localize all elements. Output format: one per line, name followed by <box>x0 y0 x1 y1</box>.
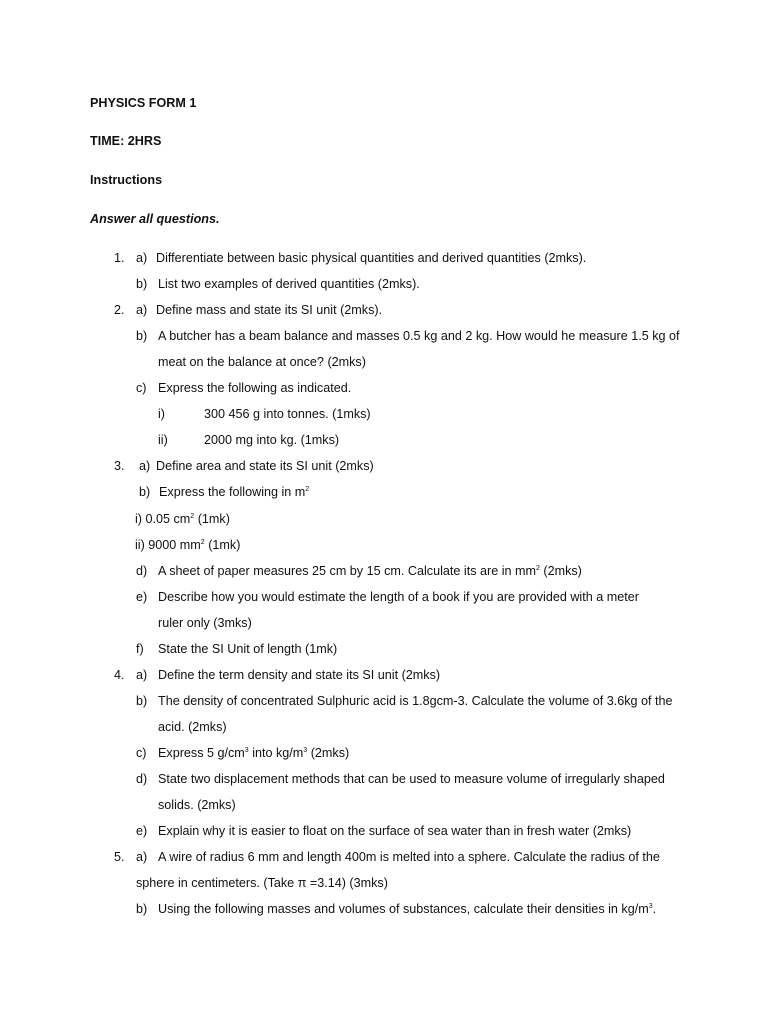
q1b-text: List two examples of derived quantities (2mks). <box>158 277 420 291</box>
q3b-text: Express the following in $m^2$ <box>159 485 310 499</box>
q4c-label: c) <box>136 746 147 760</box>
q4d-text-line1: State two displacement methods that can be used to measure volume of irregularly shaped <box>158 772 665 786</box>
q3-item-ii: ii) 9000 $mm^2$ (1mk) <box>135 538 241 552</box>
q5a-text-line2: sphere in centimeters. (Take π =3.14) (3mks) <box>136 876 388 890</box>
q5b-label: b) <box>136 902 148 916</box>
q5-number: 5. <box>114 850 125 864</box>
q4e-label: e) <box>136 824 148 838</box>
q1b-label: b) <box>136 277 148 291</box>
q4a-text: Define the term density and state its SI unit (2mks) <box>158 668 441 682</box>
q2b-label: b) <box>136 329 148 343</box>
q2b-text-line1: A butcher has a beam balance and masses 0.5 kg and 2 kg. How would he measure 1.5 kg of <box>158 329 680 343</box>
q2ci-label: i) <box>158 407 165 421</box>
q4a-label: a) <box>136 668 148 682</box>
q2c-text: Express the following as indicated. <box>158 381 352 395</box>
q1a-text: Differentiate between basic physical quantities and derived quantities (2mks). <box>156 251 587 265</box>
instructions-text: Answer all questions. <box>90 212 220 226</box>
q3f-label: f) <box>136 642 144 656</box>
q3b-label: b) <box>139 485 151 499</box>
q2a-label: a) <box>136 303 148 317</box>
q1-number: 1. <box>114 251 125 265</box>
q4e-text: Explain why it is easier to float on the surface of sea water than in fresh water (2mks) <box>158 824 632 838</box>
q5b-text: Using the following masses and volumes of substances, calculate their densities in $kg/m^3$. <box>158 902 657 916</box>
q3e-text-line2: ruler only (3mks) <box>158 616 252 630</box>
q3a-label: a) <box>139 459 151 473</box>
q3f-text: State the SI Unit of length (1mk) <box>158 642 338 656</box>
exam-time: TIME: 2HRS <box>90 134 162 148</box>
q3e-label: e) <box>136 590 148 604</box>
instructions-heading: Instructions <box>90 173 163 187</box>
q2a-text: Define mass and state its SI unit (2mks). <box>156 303 383 317</box>
q2-number: 2. <box>114 303 125 317</box>
q2ci-text: 300 456 g into tonnes. (1mks) <box>204 407 371 421</box>
q2cii-label: ii) <box>158 433 168 447</box>
q4b-text-line2: acid. (2mks) <box>158 720 227 734</box>
q3-item-i: i) 0.05 $cm^2$ (1mk) <box>135 512 230 526</box>
q3d-text: A sheet of paper measures 25 cm by 15 cm. Calculate its are in $mm^2$ (2mks) <box>158 564 582 578</box>
q4c-text: Express 5 $g/cm^3$ into $kg/m^3$ (2mks) <box>158 746 350 760</box>
q5a-text-line1: A wire of radius 6 mm and length 400m is melted into a sphere. Calculate the radius of the <box>158 850 660 864</box>
q4b-text-line1: The density of concentrated Sulphuric acid is 1.8gcm-3. Calculate the volume of 3.6kg of the <box>158 694 673 708</box>
q3a-text: Define area and state its SI unit (2mks) <box>156 459 374 473</box>
q4-number: 4. <box>114 668 125 682</box>
q2cii-text: 2000 mg into kg. (1mks) <box>204 433 340 447</box>
q2c-label: c) <box>136 381 147 395</box>
q3-number: 3. <box>114 459 125 473</box>
q4d-label: d) <box>136 772 148 786</box>
q4d-text-line2: solids. (2mks) <box>158 798 236 812</box>
q1a-label: a) <box>136 251 148 265</box>
q5a-label: a) <box>136 850 148 864</box>
q4b-label: b) <box>136 694 148 708</box>
document-title: PHYSICS FORM 1 <box>90 96 197 110</box>
q2b-text-line2: meat on the balance at once? (2mks) <box>158 355 366 369</box>
q3d-label: d) <box>136 564 148 578</box>
q3e-text-line1: Describe how you would estimate the length of a book if you are provided with a meter <box>158 590 639 604</box>
